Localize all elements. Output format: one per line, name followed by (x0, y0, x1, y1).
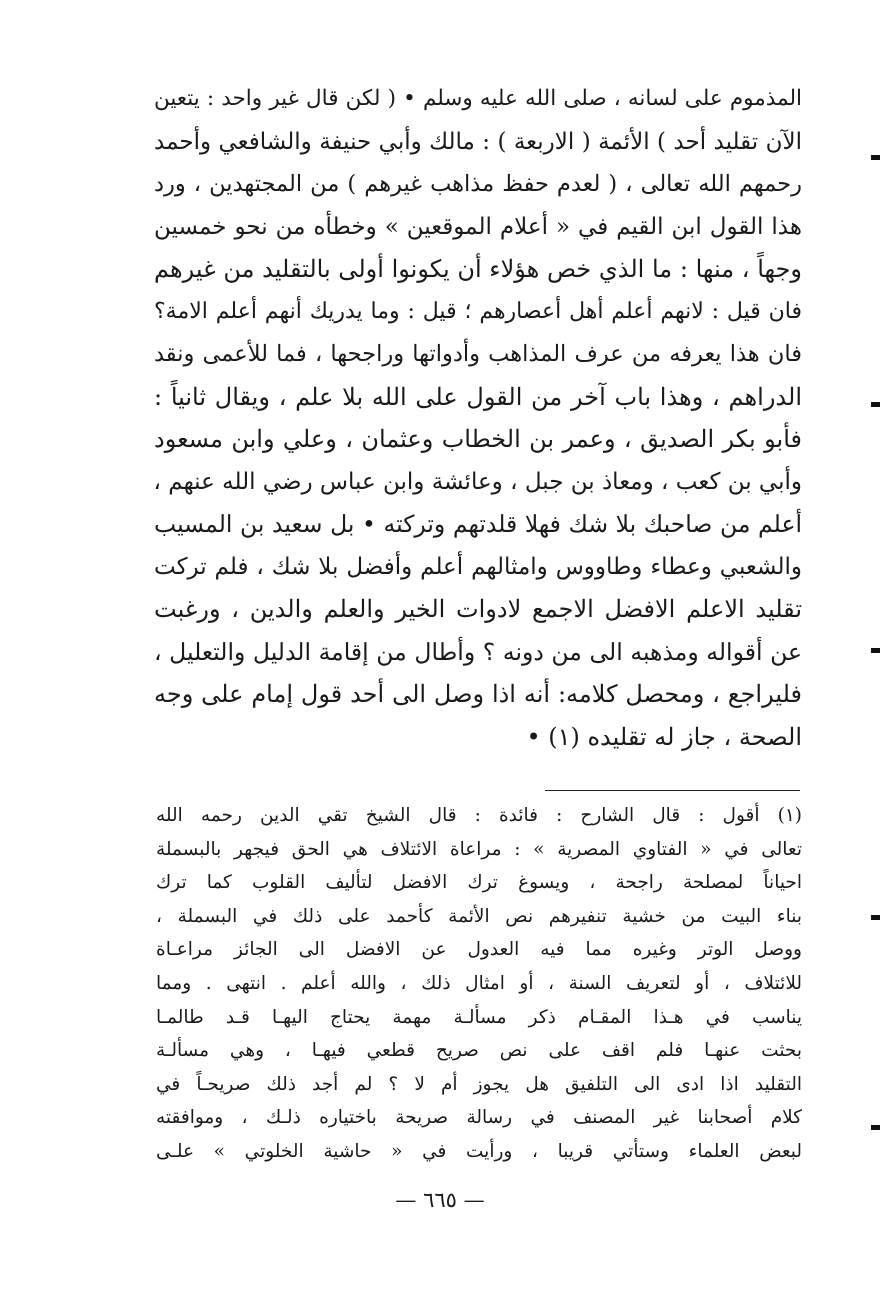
main-text-line: أعلم من صاحبك بلا شك فهلا قلدتهم وتركته • بل سعيد بن المسيب (154, 510, 802, 538)
main-text-line: فأبو بكر الصديق ، وعمر بن الخطاب وعثمان ، وعلي وابن مسعود (154, 425, 802, 453)
footnote-line: كلام أصحابنا غير المصنف في رسالة صريحة باختياره ذلـك ، وموافقته (156, 1107, 802, 1129)
edge-scan-mark (871, 915, 880, 920)
footnote-line: بحثت عنهـا فلم اقف على نص صريح قطعي فيهـا ، وهي مسألـة (156, 1040, 802, 1062)
main-text-line: الآن تقليد أحد ) الأئمة ( الاربعة ) : مالك وأبي حنيفة والشافعي وأحمد (154, 128, 802, 155)
main-text-line: تقليد الاعلم الافضل الاجمع لادوات الخير والعلم والدين ، ورغبت (154, 595, 802, 623)
footnote-line: لبعض العلماء وستأتي قريبا ، ورأيت في « حاشية الخلوتي » علـى (156, 1140, 802, 1162)
edge-scan-mark (871, 648, 880, 653)
main-text-line: المذموم على لسانه ، صلى الله عليه وسلم • ( لكن قال غير واحد : يتعين (154, 86, 802, 111)
main-text-line: الصحة ، جاز له تقليده (١) • (526, 722, 802, 751)
edge-scan-mark (871, 402, 880, 407)
main-text-line: وأبي بن كعب ، ومعاذ بن جبل ، وعائشة وابن عباس رضي الله عنهم ، (154, 468, 802, 495)
footnote-line: (١) أقول : قال الشارح : فائدة : قال الشيخ تقي الدين رحمه الله (156, 805, 802, 826)
main-text-line: رحمهم الله تعالى ، ( لعدم حفظ مذاهب غيرهم ) من المجتهدين ، ورد (154, 171, 802, 197)
edge-scan-mark (871, 1125, 880, 1130)
footnote-line: التقليد اذا ادى الى التلفيق هل يجوز أم لا ؟ لم أجد ذلك صريحـاً في (156, 1073, 802, 1095)
main-text-line: فان قيل : لانهم أعلم أهل أعصارهم ؛ قيل : وما يدريك أنهم أعلم الامة؟ (154, 298, 802, 324)
main-text-line: والشعبي وعطاء وطاووس وامثالهم أعلم وأفضل بلا شك ، فلم تركت (154, 553, 802, 580)
main-text (154, 78, 802, 758)
main-text-line: الدراهم ، وهذا باب آخر من القول على الله بلا علم ، ويقال ثانياً : (154, 382, 802, 411)
footnote-line: بناء البيت من خشية تنفيرهم نص الأئمة كأحمد على ذلك في البسملة ، (156, 905, 802, 927)
footnote-line: ووصل الوتر وغيره مما فيه العدول عن الافضل الى الجائز مراعـاة (156, 939, 802, 961)
footnotes (156, 799, 802, 1169)
main-text-line: فان هذا يعرفه من عرف المذاهب وأدواتها وراجحها ، فما للأعمى ونقد (154, 341, 802, 367)
footnote-line: تعالى في « الفتاوي المصرية » : مراعاة الائتلاف هي الحق فيجهر بالبسملة (156, 838, 802, 860)
main-text-line: عن أقواله ومذهبه الى من دونه ؟ وأطال من إقامة الدليل والتعليل ، (154, 637, 802, 666)
footnote-line: يناسب في هـذا المقـام ذكر مسألـة مهمة يحتاج اليهـا قـد طالمـا (156, 1006, 802, 1028)
footnote-line: احياناً لمصلحة راجحة ، ويسوغ ترك الافضل لتأليف القلوب كما ترك (156, 872, 802, 894)
footnote-line: للائتلاف ، أو لتعريف السنة ، أو امثال ذلك ، والله أعلم . انتهى . ومما (156, 972, 802, 994)
edge-scan-mark (871, 155, 880, 160)
main-text-line: فليراجع ، ومحصل كلامه: أنه اذا وصل الى أحد قول إمام على وجه (154, 680, 802, 708)
footnote-separator (545, 790, 800, 791)
main-text-line: هذا القول ابن القيم في « أعلام الموقعين » وخطأه من نحو خمسين (154, 213, 802, 240)
main-text-line: وجهاً ، منها : ما الذي خص هؤلاء أن يكونوا أولى بالتقليد من غيرهم (154, 255, 802, 283)
page-number: — ٦٦٥ — (395, 1188, 485, 1212)
